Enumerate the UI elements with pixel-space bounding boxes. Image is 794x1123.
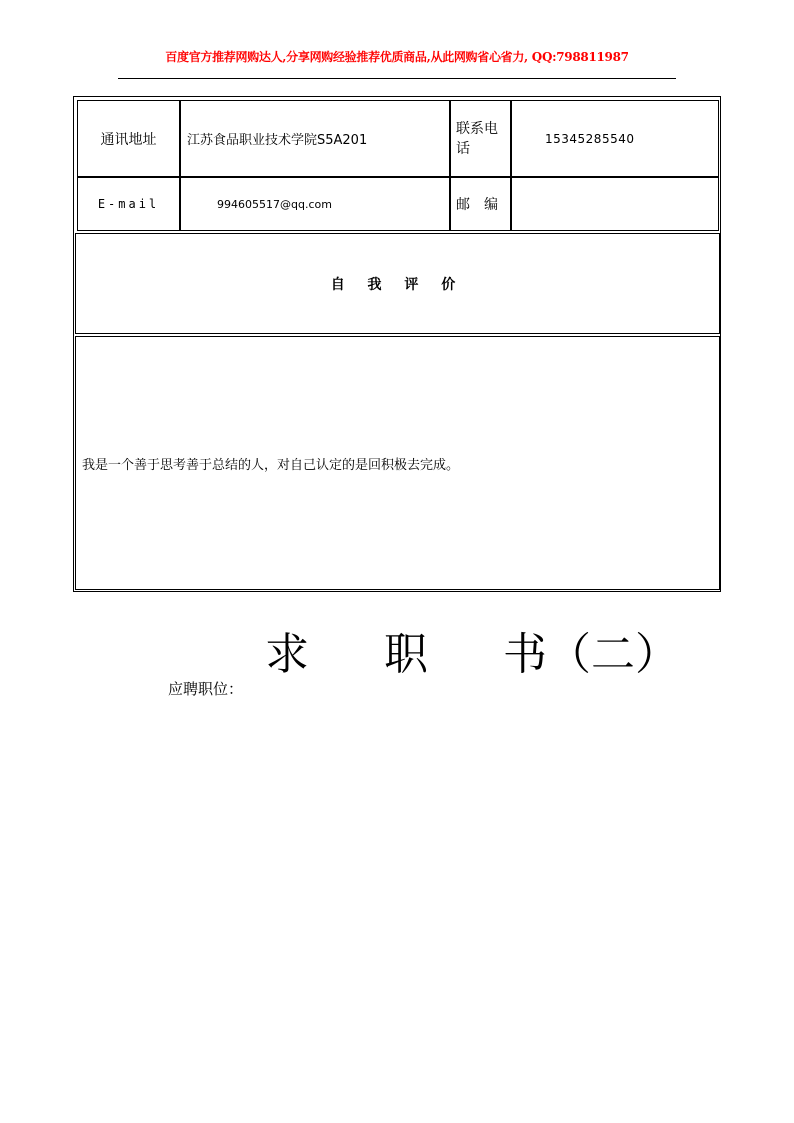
- self-evaluation-body: 我是一个善于思考善于总结的人，对自己认定的是回积极去完成。: [75, 336, 720, 590]
- zip-value: [511, 177, 719, 231]
- address-label: 通讯地址: [77, 100, 180, 177]
- applied-position-label: 应聘职位：: [168, 680, 244, 698]
- document-title: [265, 618, 679, 682]
- title-part-3: 书（二）: [503, 629, 679, 680]
- email-label: E-mail: [77, 177, 180, 231]
- address-value: 江苏食品职业技术学院S5A201: [180, 100, 450, 177]
- promo-banner: 百度官方推荐网购达人,分享网购经验推荐优质商品,从此网购省心省力, QQ:798811987: [165, 50, 629, 64]
- title-part-1: 求: [265, 629, 309, 680]
- zip-label: 邮 编: [450, 177, 511, 231]
- title-part-2: 职: [384, 629, 428, 680]
- phone-value: 15345285540: [511, 100, 719, 177]
- header-divider: [118, 78, 676, 79]
- phone-label: 联系电话: [450, 100, 511, 177]
- email-value: 994605517@qq.com: [180, 177, 450, 231]
- self-evaluation-title: 自 我 评 价: [75, 233, 720, 334]
